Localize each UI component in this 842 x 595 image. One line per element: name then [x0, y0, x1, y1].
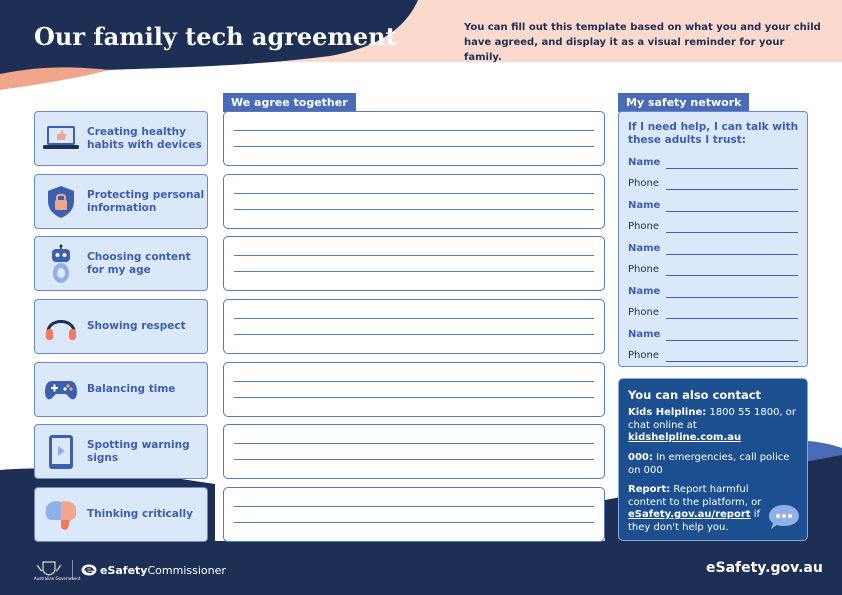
category-healthy-habits [34, 111, 208, 166]
robot-icon [41, 244, 81, 284]
report-text: Report harmful content to the platform, or [628, 484, 762, 508]
trusted-adult-name-3[interactable] [628, 241, 798, 255]
category-label: Creating healthy habits with devices [87, 125, 202, 151]
category-label: Spotting warning signs [87, 438, 190, 464]
name-label: Name [628, 200, 661, 211]
page-title: Our family tech agreement [34, 22, 397, 51]
category-label: Showing respect [87, 320, 186, 332]
intro-text: You can fill out this template based on what you and your child have agreed, and display it as a visual reminder for your family. [464, 22, 821, 63]
laptop-thumbs-up-icon [41, 119, 81, 159]
name-label: Name [628, 286, 661, 297]
category-content-age [34, 236, 208, 291]
trusted-adult-phone-3[interactable] [628, 262, 798, 276]
safety-network-panel [618, 111, 808, 367]
tablet-play-icon [41, 432, 81, 472]
agreement-entry-6[interactable] [223, 424, 605, 479]
trusted-adult-name-1[interactable] [628, 155, 798, 169]
phone-label: Phone [628, 350, 659, 361]
esafety-brand: eSafetyCommissioner [100, 563, 226, 577]
report-info [628, 484, 768, 534]
name-label: Name [628, 157, 661, 168]
name-label: Name [628, 329, 661, 340]
category-label: Thinking critically [87, 508, 193, 520]
agreement-entry-3[interactable] [223, 236, 605, 291]
category-label: Choosing content for my age [87, 250, 191, 276]
agreement-entry-7[interactable] [223, 487, 605, 542]
network-heading: My safety network [618, 93, 749, 112]
game-controller-icon [41, 370, 81, 410]
phone-label: Phone [628, 178, 659, 189]
shield-lock-icon [41, 182, 81, 222]
kids-helpline-info [628, 407, 804, 445]
contact-panel [618, 378, 808, 541]
chat-bubble-icon [767, 503, 801, 531]
category-balancing-time [34, 362, 208, 417]
kids-helpline-text: 1800 55 1800, or chat online at [628, 407, 797, 431]
footer-url[interactable]: eSafety.gov.au [706, 560, 823, 576]
trusted-adult-name-4[interactable] [628, 284, 798, 298]
esafety-logo-icon [81, 564, 97, 576]
trusted-adult-phone-2[interactable] [628, 219, 798, 233]
government-text: Australian Government [34, 576, 81, 581]
emergency-label: 000: [628, 452, 653, 463]
report-tail: if they don't help you. [628, 509, 761, 533]
category-label: Balancing time [87, 383, 176, 395]
agreement-entry-1[interactable] [223, 111, 605, 166]
report-label: Report: [628, 484, 671, 495]
headphones-icon [41, 307, 81, 347]
trusted-adult-name-5[interactable] [628, 327, 798, 341]
name-label: Name [628, 243, 661, 254]
network-intro: If I need help, I can talk with these adults I trust: [628, 121, 799, 146]
category-personal-info [34, 174, 208, 229]
category-label: Protecting personal information [87, 188, 205, 214]
category-respect [34, 299, 208, 354]
emergency-info [628, 452, 804, 477]
government-crest [34, 559, 81, 581]
contact-heading: You can also contact [628, 388, 762, 402]
phone-label: Phone [628, 264, 659, 275]
phone-label: Phone [628, 307, 659, 318]
emergency-text: In emergencies, call police on 000 [628, 452, 790, 476]
footer-logos [34, 559, 226, 581]
agreement-entry-5[interactable] [223, 362, 605, 417]
agreement-entry-2[interactable] [223, 174, 605, 229]
trusted-adult-name-2[interactable] [628, 198, 798, 212]
agreement-entry-4[interactable] [223, 299, 605, 354]
category-warning-signs [34, 424, 208, 479]
kids-helpline-link[interactable]: kidshelpline.com.au [628, 432, 742, 443]
kids-helpline-label: Kids Helpline: [628, 407, 707, 418]
category-thinking-critically [34, 487, 208, 542]
phone-label: Phone [628, 221, 659, 232]
brain-puzzle-icon [41, 495, 81, 535]
trusted-adult-phone-5[interactable] [628, 348, 798, 362]
trusted-adult-phone-4[interactable] [628, 305, 798, 319]
agree-heading: We agree together [223, 93, 356, 112]
trusted-adult-phone-1[interactable] [628, 176, 798, 190]
report-link[interactable]: eSafety.gov.au/report [628, 509, 751, 520]
